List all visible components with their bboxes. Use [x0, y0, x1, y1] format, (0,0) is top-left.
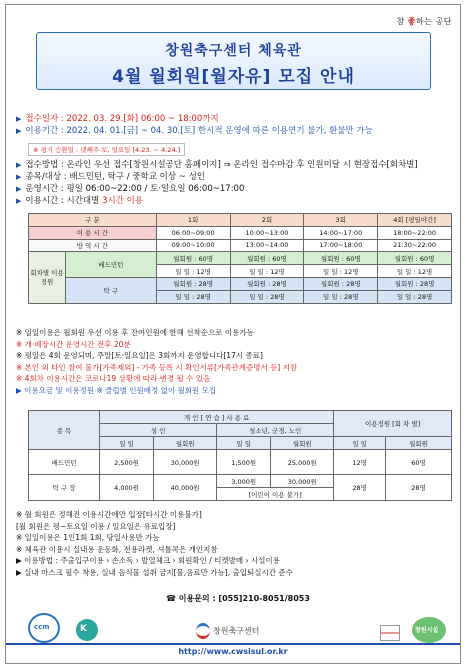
use-time-row: [29, 226, 452, 239]
slogan-highlight: 좋: [407, 17, 417, 26]
table-cell: 종 목: [29, 411, 100, 450]
table-cell: 1,500원: [217, 450, 271, 475]
table-cell: 일 일 : 12명: [156, 265, 230, 278]
table-cell: 월회원 : 60명: [156, 252, 230, 265]
ccm-logo-icon: ccm: [28, 613, 60, 643]
usage-note-2: [월 회원은 평~토요일 이용 / 일요일은 유료입장]: [16, 521, 176, 531]
table-cell: 1회: [156, 214, 230, 227]
center-title: 창원축구센터 체육관: [165, 43, 302, 59]
note-1: ※ 일일이용은 월회원 우선 이용 후 잔여인원에 한해 선착순으로 이용가능: [16, 328, 254, 337]
notes-list: [16, 327, 297, 397]
usage-note-5: ▶ 이용방법 : 주출입구이용 › 손소독 › 발열체크 › 회원확인 / 티켓발매 › 시설이용: [16, 556, 280, 566]
table-cell: 2,500원: [100, 450, 154, 475]
table-cell: [어린이 이용 불가]: [217, 488, 334, 501]
website-link[interactable]: http://www.cwsisul.or.kr: [178, 647, 288, 656]
footer: [6, 613, 460, 663]
table-cell: 배드민턴: [66, 252, 157, 278]
table-cell: 3,000원: [217, 475, 271, 488]
table-cell: 월회원 : 60명: [304, 252, 378, 265]
contact-info: ☎ 이용문의 : [055]210-8051/8053: [166, 594, 310, 603]
table-cell: 일 일 : 28명: [304, 290, 378, 303]
poster: [5, 4, 461, 664]
table-cell: 이 용 시 간: [29, 226, 157, 239]
table-cell: 40,000원: [154, 475, 217, 501]
table-cell: 일 일: [334, 437, 386, 450]
table-cell: 탁 구: [66, 277, 157, 303]
table-cell: 10:00~13:00: [230, 226, 304, 239]
info-usage-period: ▶ 이용기간 : 2022. 04. 01.[금] ~ 04. 30.[토] 한시적 운영에 따른 이용연기 불가, 환불만 가능: [16, 126, 373, 136]
schedule-header-row: [29, 214, 452, 227]
table-cell: 배드민턴: [29, 450, 100, 475]
flag-icon: [380, 625, 400, 641]
table-cell: 탁 구 장: [29, 475, 100, 501]
table-cell: 월회원 : 60명: [378, 252, 452, 265]
table-cell: 구 분: [29, 214, 157, 227]
info-method: ▶ 접수방법 : 온라인 우선 접수[창원시설공단 홈페이지] ⇒ 온라인 접수마감 후 인원미달 시 현장접수[회차별]: [16, 160, 418, 170]
badminton-month-row: [29, 252, 452, 265]
table-cell: 월회원: [386, 437, 452, 450]
table-cell: 3회: [304, 214, 378, 227]
table-cell: 일 일 : 12명: [230, 265, 304, 278]
table-cell: 일 일 : 12명: [304, 265, 378, 278]
table-cell: 일 일 : 28명: [378, 290, 452, 303]
table-cell: 4,000원: [100, 475, 154, 501]
certification-logo-icon: K: [76, 619, 98, 641]
table-cell: 18:00~22:00: [378, 226, 452, 239]
table-cell: 25,000원: [271, 450, 334, 475]
table-cell: 30,000원: [154, 450, 217, 475]
center-logo: 창원축구센터: [196, 623, 259, 639]
table-cell: 월회원 : 28명: [230, 277, 304, 290]
info-reception: ▶ 접수일자 : 2022. 03. 29.[화] 06:00 ~ 18:00까지: [16, 114, 219, 124]
fee-table: [28, 410, 452, 501]
table-cell: 일 일: [100, 437, 154, 450]
usage-note-3: ※ 일일이용은 1인1회 1회, 당일사용만 가능: [16, 533, 160, 543]
table-cell: 성 인: [100, 424, 217, 437]
table-cell: 일 일 : 28명: [230, 290, 304, 303]
table-cell: 청소년, 군경, 노인: [217, 424, 334, 437]
table-cell: 30,000원: [271, 475, 334, 488]
table-cell: 60명: [386, 450, 452, 475]
table-cell: 월회원 : 28명: [378, 277, 452, 290]
note-4: ※ 본인 외 타인 참여 불가[가족제외] - 가족 등록 시 확인서류[가족관계증명서 등] 지참: [16, 362, 298, 372]
table-cell: 28명: [386, 475, 452, 501]
clean-time-row: [29, 239, 452, 252]
tabletennis-month-row: [29, 277, 452, 290]
fee-row-badminton: [29, 450, 452, 475]
table-cell: 28명: [334, 475, 386, 501]
holiday-notice: ※ 평기 승환일 : 넷째주 토, 일요일 [4.23. ~ 4.24.]: [28, 143, 185, 156]
table-cell: 월회원 : 60명: [230, 252, 304, 265]
usage-notes: [16, 509, 293, 579]
table-cell: 21:30~22:00: [378, 239, 452, 252]
table-cell: 월회원 : 28명: [304, 277, 378, 290]
table-cell: 월회원 : 28명: [156, 277, 230, 290]
table-cell: 2회: [230, 214, 304, 227]
table-cell: 일 일 : 12명: [378, 265, 452, 278]
fee-header-row: [29, 411, 452, 424]
table-cell: 09:00~10:00: [156, 239, 230, 252]
table-cell: 월회원: [154, 437, 217, 450]
table-cell: 이용정원 [회 차 별]: [334, 411, 452, 437]
table-cell: 12명: [334, 450, 386, 475]
table-cell: 4회 [평일야간]: [378, 214, 452, 227]
info-period: [16, 113, 373, 137]
note-6: ▶ 이용요금 및 이용정원 ※ 클럽별 인원배정 없이 월회원 모집: [16, 385, 217, 395]
info-hours: ▶ 운영시간 : 평일 06:00~22:00 / 토·일요일 06:00~17:00: [16, 184, 245, 194]
table-cell: 일 일: [217, 437, 271, 450]
main-title: 4월 월회원[월자유] 모집 안내: [112, 67, 355, 87]
title-banner: [36, 32, 431, 90]
table-cell: 17:00~18:00: [304, 239, 378, 252]
fee-row-tabletennis: [29, 475, 452, 488]
table-cell: 14:00~17:00: [304, 226, 378, 239]
schedule-table: [28, 213, 452, 304]
note-2: ※ 개·폐장시간 운영시간 전후 20분: [16, 339, 131, 349]
info-details: [16, 159, 418, 207]
usage-note-1: ※ 월 회원은 정해진 이용시간에만 입장[타시간 이용불가]: [16, 510, 202, 519]
table-cell: 개 인 [ 연 습 ] 사 용 료: [100, 411, 334, 424]
footer-divider: [6, 643, 460, 645]
info-target: ▶ 종목/대상 : 배드민턴, 탁구 / 중학교 이상 ~ 성인: [16, 172, 206, 182]
usage-note-4: ※ 체육관 이용시 실내용 운동화, 전용라켓, 셔틀콕은 개인지참: [16, 544, 218, 554]
slogan: [397, 16, 452, 27]
table-cell: 방 역 시 간: [29, 239, 157, 252]
info-usage-time: ▶ 이용시간 : 시간대별 3시간 이용: [16, 196, 144, 206]
note-5: ※ 4회차 이용시간은 코로나19 상황에 따라 변경 될 수 있음: [16, 374, 211, 384]
table-cell: 06:00~09:00: [156, 226, 230, 239]
table-cell: 월회원: [271, 437, 334, 450]
mascot-icon: 창원시설: [412, 617, 446, 643]
table-cell: 13:00~14:00: [230, 239, 304, 252]
note-3: ※ 평일은 4회 운영되며, 주말[토·일요일]은 3회까지 운영합니다[17시 종료]: [16, 351, 263, 361]
swirl-icon: [196, 623, 210, 639]
slogan-post: 하는 공단: [416, 17, 452, 26]
slogan-pre: 참: [396, 17, 405, 26]
table-cell: 일 일 : 28명: [156, 290, 230, 303]
usage-note-6: ▶ 실내 마스크 필수 착용, 실내 음식물 섭취 금지[물,음료만 가능], 출입퇴실시간 준수: [16, 567, 293, 577]
table-cell: 회차별 이용정원: [29, 252, 66, 303]
